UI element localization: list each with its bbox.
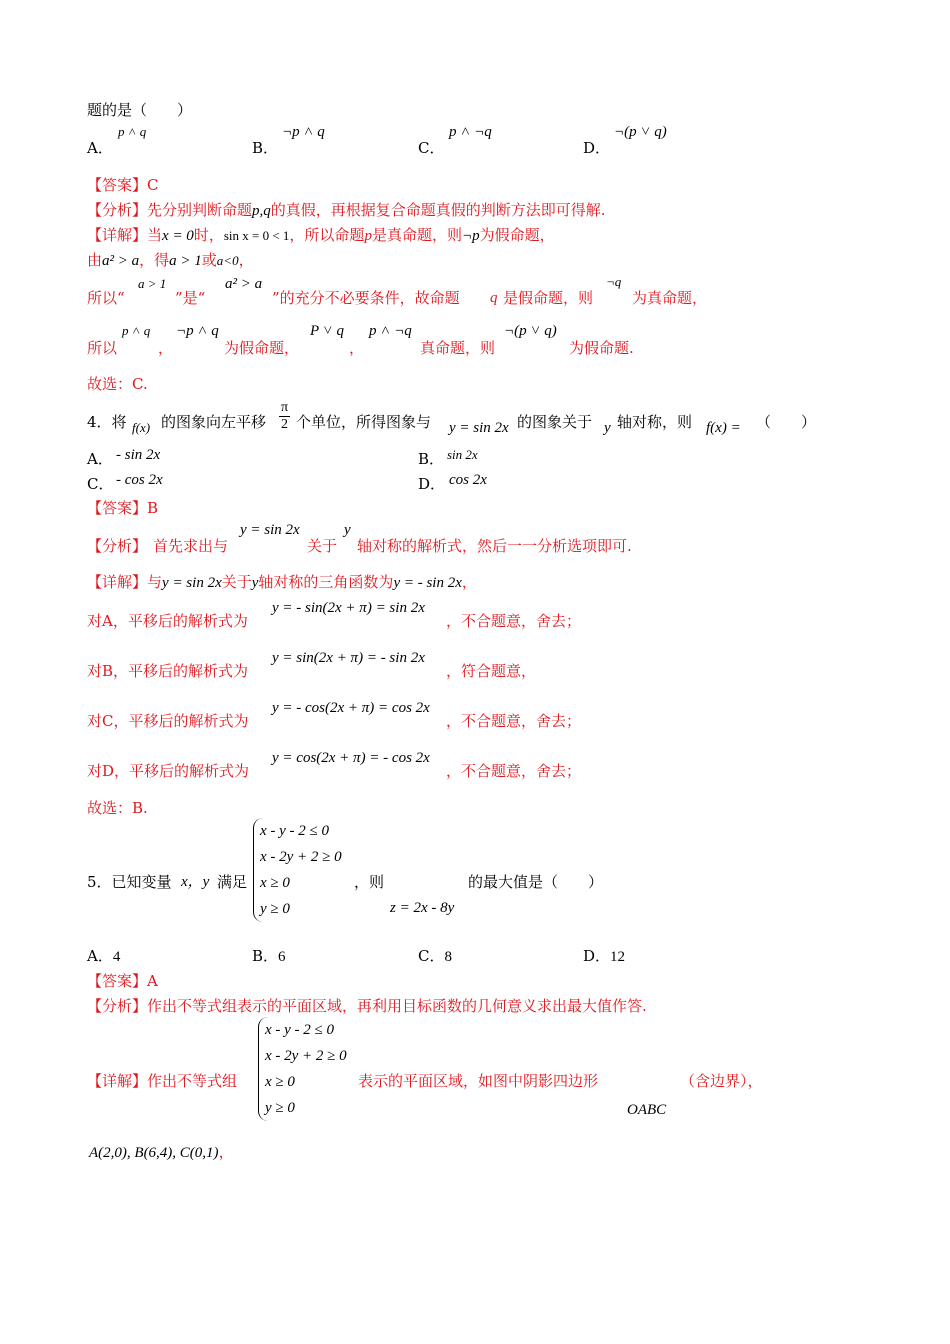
q5-answer: 【答案】A [87,972,158,990]
q3-option-a-letter: A． [87,139,113,157]
q3-option-a-expr: p ˄ q [118,124,147,139]
q3-d4-e5: ¬(p ˅ q) [504,323,557,339]
q4-option-d-letter: D． [418,475,446,493]
q4-final: 故选：B. [87,799,148,817]
q4-fx: f(x) [132,420,151,435]
q4-item-c-lead: 对C，平移后的解析式为 [87,712,249,730]
q3-d4-c: 真命题，则 [420,339,496,357]
q3-option-d-expr: ¬(p ˅ q) [614,124,667,140]
q4-option-b-letter: B． [418,450,445,468]
q3-answer: 【答案】C [87,176,159,194]
q5-xy: x，y [181,874,210,890]
q4-item-a-lead: 对A，平移后的解析式为 [87,612,248,630]
q3-d4-b: 为假命题， [224,339,300,357]
q4-option-a-expr: - sin 2x [116,447,161,463]
q3-option-c-expr: p ˄ ¬q [449,124,492,140]
q5-num: 5．已知变量 [87,873,172,891]
q4-item-b-tail: ，符合题意， [446,662,537,680]
q5-sys-3: x ≥ 0 [260,875,290,891]
q4-s4: 轴对称，则 [617,413,693,431]
q4-a1: 首先求出与 [153,537,229,555]
q3-option-c-letter: C． [418,139,445,157]
q5-dsys-4: y ≥ 0 [265,1100,295,1116]
q4-option-b-expr: sin 2x [447,447,478,462]
q3-d3-nq: ¬q [606,274,622,289]
q3-d3-c: ”的充分不必要条件，故命题 [272,289,460,307]
q5-option-c: C．8 [418,947,452,965]
q5-z: z = 2x - 8y [390,900,455,916]
q3-final: 故选：C. [87,375,148,393]
q4-item-b-lead: 对B，平移后的解析式为 [87,662,249,680]
q4-a3: 轴对称的解析式，然后一一分析选项即可. [357,537,632,555]
q4-item-b-expr: y = sin(2x + π) = - sin 2x [272,650,425,666]
q3-detail-line-1: 【详解】当x = 0时，sin x = 0 < 1，所以命题p是真命题，则¬p为假命题， [87,226,555,244]
q4-s1: 的图象向左平移 [161,413,267,431]
q4-y: y [604,420,611,436]
q4-item-c-tail: ，不合题意，舍去； [446,712,582,730]
q3-option-b-expr: ¬p ˄ q [282,124,325,140]
q5-s3: 的最大值是（ ） [468,873,604,891]
detail-label: 【详解】 [87,573,148,591]
q4-item-d-tail: ，不合题意，舍去； [446,762,582,780]
analysis-label: 【分析】 [87,997,148,1015]
q4-num: 4．将 [87,413,127,431]
q5-detail-d2: 表示的平面区域，如图中阴影四边形 [358,1072,599,1090]
q5-dsys-2: x - 2y + 2 ≥ 0 [265,1048,347,1064]
q3-d4-d: 为假命题. [569,339,634,357]
q4-fx2: f(x) = [706,420,741,436]
q5-sys-1: x - y - 2 ≤ 0 [260,823,330,839]
q3-d4-e3: P ˅ q [310,323,345,339]
q3-d3-e1: a > 1 [138,276,167,291]
q4-detail-line: 【详解】与y = sin 2x关于y轴对称的三角函数为y = - sin 2x， [87,573,477,591]
q4-a2: 关于 [307,537,338,555]
q4-s5: （ ） [756,413,817,431]
q5-dsys-1: x - y - 2 ≤ 0 [265,1022,335,1038]
q4-item-a-tail: ，不合题意，舍去； [446,612,582,630]
q3-option-d-letter: D． [583,139,611,157]
detail-label: 【详解】 [87,226,148,244]
q4-frac [279,400,290,433]
q5-detail-d3: （含边界）， [680,1072,763,1090]
q5-s1: 满足 [217,873,248,891]
q3-d3-q: q [490,290,498,306]
q5-sys-2: x - 2y + 2 ≥ 0 [260,849,342,865]
q4-answer: 【答案】B [87,499,159,517]
q5-option-d: D．12 [583,947,626,965]
q4-frac-den: 2 [281,417,289,432]
q3-d3-d: 是假命题，则 [503,289,594,307]
q4-item-a-expr: y = - sin(2x + π) = sin 2x [272,600,425,616]
q5-system [253,818,342,922]
q4-item-d-expr: y = cos(2x + π) = - cos 2x [272,750,430,766]
q5-s2: ，则 [354,873,385,891]
q4-frac-num: π [281,400,289,415]
q5-option-b: B．6 [252,947,286,965]
q3-option-b-letter: B． [252,139,279,157]
q5-points: A(2,0), B(6,4), C(0,1)， [89,1143,234,1161]
q3-stem-tail: 题的是（ ） [87,101,193,119]
q3-d3-b: ”是“ [175,289,206,307]
q4-s2: 个单位，所得图象与 [296,413,432,431]
q4-item-c-expr: y = - cos(2x + π) = cos 2x [272,700,430,716]
q3-d4-e2: ¬p ˄ q [176,323,219,339]
q3-d4-e1: p ˄ q [122,323,151,338]
q4-option-a-letter: A． [87,450,113,468]
q3-d3-e: 为真命题， [632,289,708,307]
q5-dsys-3: x ≥ 0 [265,1074,295,1090]
q4-option-c-expr: - cos 2x [116,472,163,488]
q4-a-y: y [344,522,351,538]
q5-detail-system [258,1017,347,1121]
q5-analysis: 【分析】作出不等式组表示的平面区域，再利用目标函数的几何意义求出最大值作答. [87,997,647,1015]
q3-d4-e4: p ˄ ¬q [369,323,412,339]
q4-analysis-label: 【分析】 [87,537,148,555]
q3-analysis: 【分析】先分别判断命题p,q的真假，再根据复合命题真假的判断方法即可得解. [87,201,606,219]
q4-item-d-lead: 对D，平移后的解析式为 [87,762,250,780]
q3-d3-a: 所以“ [87,289,125,307]
q5-sys-4: y ≥ 0 [260,901,290,917]
q5-option-a: A．4 [87,947,121,965]
q4-option-d-expr: cos 2x [449,472,487,488]
q4-s3: 的图象关于 [517,413,593,431]
q5-oabc: OABC [627,1102,667,1118]
q3-d4-sep1: ， [158,339,174,357]
q4-y1: y = sin 2x [449,420,509,436]
q3-d3-e2: a² > a [225,276,263,292]
q3-detail-line-2: 由a² > a，得a > 1或a<0， [87,251,254,269]
q3-d4-sep2: ， [349,339,365,357]
q4-a-y1: y = sin 2x [240,522,300,538]
q5-detail-lead: 【详解】作出不等式组 [87,1072,238,1090]
analysis-label: 【分析】 [87,201,148,219]
q3-d4-a: 所以 [87,339,118,357]
q4-option-c-letter: C． [87,475,114,493]
